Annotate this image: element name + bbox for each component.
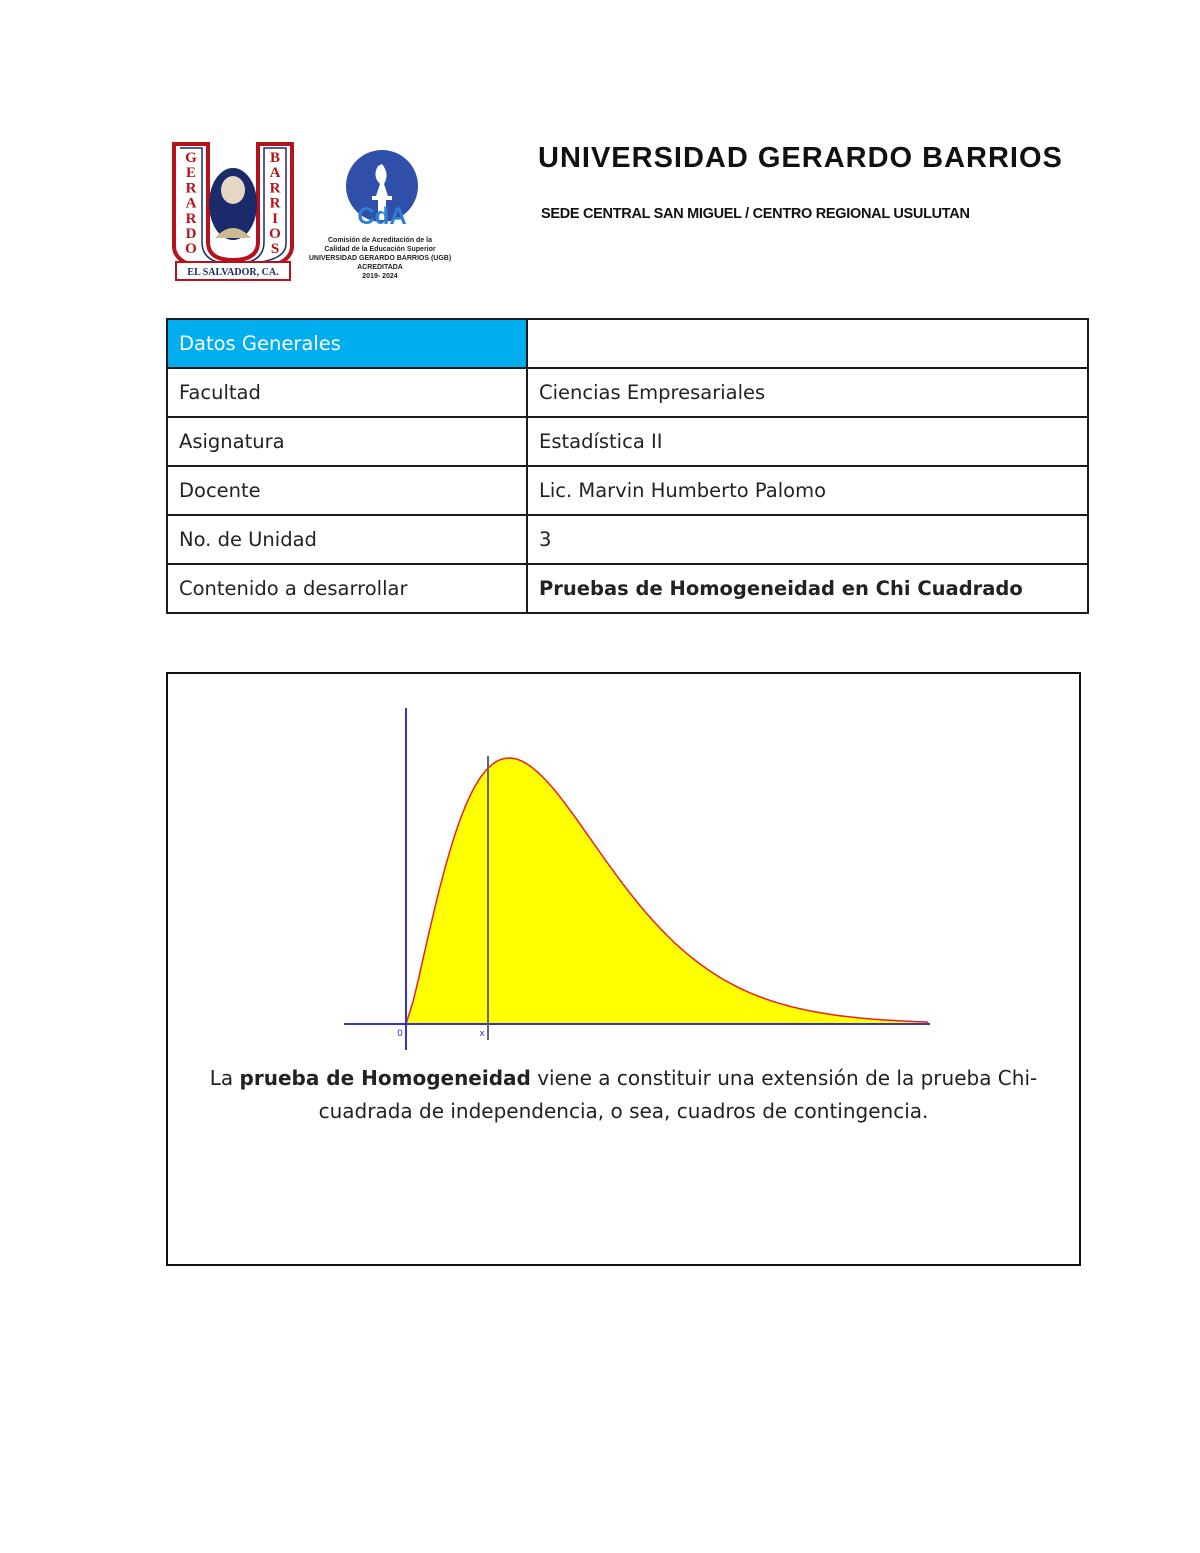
ugb-logo-bottom-text: EL SALVADOR, CA. [187,267,279,278]
ugb-letter: O [185,241,197,258]
university-subtitle: SEDE CENTRAL SAN MIGUEL / CENTRO REGIONAL USULUTAN [541,206,970,222]
ugb-letter: E [185,165,197,182]
row-label: No. de Unidad [167,515,527,564]
row-label: Docente [167,466,527,515]
table-row [167,515,1088,564]
ugb-letter: A [269,165,281,182]
row-value: Estadística II [527,417,1088,466]
content-box [166,672,1081,1266]
table-row [167,564,1088,613]
chi-square-chart [168,674,1079,1064]
ugb-letter: O [269,226,281,242]
ugb-letter: D [185,226,197,242]
ugb-logo [170,142,296,284]
ugb-letter: I [272,210,278,227]
row-value: Pruebas de Homogeneidad en Chi Cuadrado [527,564,1088,613]
table-row [167,417,1088,466]
ugb-letter: R [185,180,197,197]
ugb-letter: B [269,150,281,166]
ugb-letter: R [269,180,281,197]
cda-caption-line: UNIVERSIDAD GERARDO BARRIOS (UGB) [308,255,452,262]
ugb-letter: S [270,241,280,258]
table-header-cell: Datos Generales [167,319,527,368]
description-text [178,1062,1069,1128]
ugb-letter: R [185,210,197,227]
row-value: 3 [527,515,1088,564]
row-value: Ciencias Empresariales [527,368,1088,417]
row-label: Contenido a desarrollar [167,564,527,613]
cda-caption-line: 2019- 2024 [362,273,398,280]
ugb-letter: G [185,150,197,166]
table-row [167,466,1088,515]
tick-label-zero: 0 [397,1029,403,1039]
cda-caption-line: ACREDITADA [357,264,403,271]
cda-mark: CdA [357,203,407,230]
description-bold: prueba de Homogeneidad [239,1066,531,1090]
chi-square-area [406,758,928,1024]
cda-caption-line: Calidad de la Educación Superior [324,246,436,253]
table-header-empty-cell [527,319,1088,368]
general-data-table [166,318,1089,614]
description-lead: La [209,1066,240,1090]
table-row [167,368,1088,417]
university-title: UNIVERSIDAD GERARDO BARRIOS [538,142,1063,174]
tick-label-x: x [479,1029,485,1039]
cda-caption-line: Comisión de Acreditación de la [328,237,432,244]
row-label: Asignatura [167,417,527,466]
row-label: Facultad [167,368,527,417]
ugb-letter: R [269,195,281,212]
cda-caption [300,236,460,281]
row-value: Lic. Marvin Humberto Palomo [527,466,1088,515]
description-rest: viene a constituir una extensión de la prueba Chi-cuadrada de independencia, o sea, cuadros de contingencia. [318,1066,1038,1123]
ugb-letter: A [185,195,197,212]
table-header-row [167,319,1088,368]
